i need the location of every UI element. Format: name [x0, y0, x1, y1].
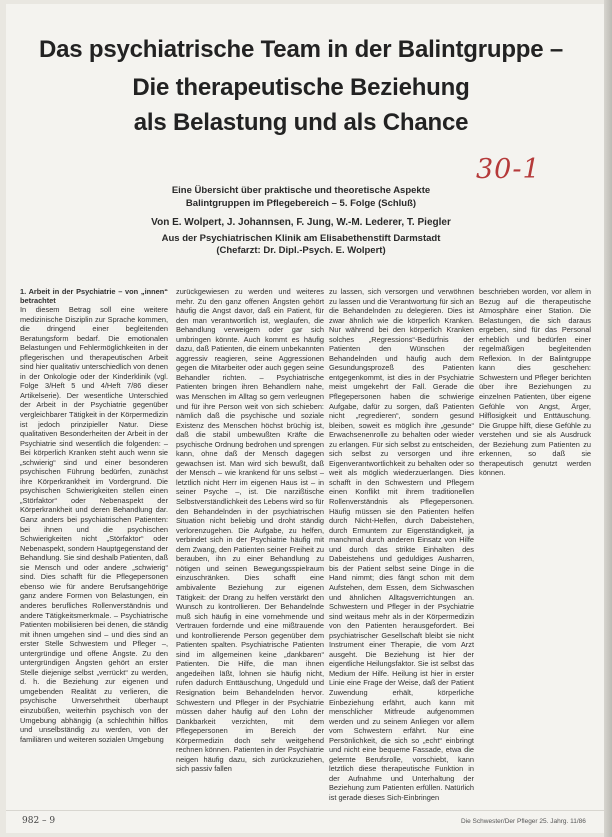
- text-column-4: [479, 287, 591, 807]
- handwritten-note: 30-1: [476, 154, 541, 185]
- affiliation-line-1: Aus der Psychiatrischen Klinik am Elisabethenstift Darmstadt: [161, 233, 441, 244]
- subtitle-line-1: Eine Übersicht über praktische und theoretische Aspekte: [171, 185, 431, 196]
- subtitle-line-2: Balintgruppen im Pflegebereich – 5. Folge (Schluß): [185, 198, 417, 209]
- column-2-body: zurückgewiesen zu werden und weiteres mehr. Zu den ganz offenen Ängsten gehört häufig die Angst davor, daß ein Patient, für den man verantwortlich ist, weglaufen, die Behandlung verweigern oder gar sich umbringen könnte. Auch kommt es häufig dazu, daß Patienten, die einem unbekannten aggressiv reagieren, seine Aggressionen gegen die Mitarbeiter oder auch gegen seine Behandler richten. – Psychiatrische Patienten bringen ihren Behandlern nahe, was Menschen im Alltag so gern verleugnen und für ihre Person weit von sich schieben: nämlich daß die psychische und soziale Existenz des Menschen höchst brüchig ist, daß die stabil umbewußten Kräfte die psychische Ordnung bedrohen und sprengen kann, ohne daß der Mensch dagegen gewachsen ist. Man wird sich bewußt, daß der Mensch – wie krankend für uns selbst – letztlich nicht Herr im eigenen Haus ist – in seiner Psyche –, ist. Die narzißtische Selbstverständlichkeit des Lebens wird so für den Behandelnden in der psychiatrischen Situation nicht beliebig und droht ständig verlorenzugehen. Die Aufgabe, zu helfen, verbindet sich in der Psychiatrie häufig mit dem Zwang, den Patienten seiner Freiheit zu berauben, ihn zu einer Behandlung zu nötigen und seinen Bewegungsspielraum einzuschränken. Dies schafft eine ambivalente Beziehung zur eigenen Tätigkeit: der Drang zu helfen verstärkt den Wunsch zu kontrollieren. Der Behandelnde muß sich häufig in eine vornehmende und Vertrauen fordernde und eine mißtrauende und kontrollierende Person gegenüber dem Patienten spalten. Psychiatrische Patienten sind im allgemeinen keine „dankbaren“ Patienten. Die Hilfe, die man ihnen angedeihen läßt, lohnen sie häufig nicht, rufen dadurch Enttäuschung, Ungeduld und Resignation beim Behandelnden hervor. Schwestern und Pfleger in der Psychiatrie müssen daher häufig auf den Lohn der Dankbarkeit verzichten, mit dem Pflegepersonen im Bereich der Körpermedizin doch sehr weitgehend rechnen können. Patienten in der Psychiatrie neigen häufig dazu, sich zurückzuziehen, sich passiv fallen: [176, 287, 324, 774]
- journal-reference: Die Schwester/Der Pfleger 25. Jahrg. 11/86: [461, 818, 586, 825]
- text-column-1: [20, 287, 168, 807]
- column-1-body: In diesem Betrag soll eine weitere medizinische Disziplin zur Sprache kommen, die dringend einer begleitenden Beratungsform bedarf. Die emotionalen Belastungen und Fehlermöglichkeiten in der pflegerischen und therapeutischen Arbeit sind hier qualitativ unterschiedlich von denen in der Onkologie oder der Kinderklinik (vgl. Folge 3/Heft 5 und 4/Heft 7/86 dieser Artikelserie). Der wesentliche Unterschied der Arbeit in der Psychiatrie gegenüber vergleichbarer Tätigkeit in der Körpermedizin ist jedoch prinzipieller Natur. Diese qualitativen Besonderheiten der Arbeit in der Psychiatrie sind wesentlich die folgenden: – Bei körperlich Kranken steht auch wenn sie „schwierig“ sind und einer besonderen psychischen Führung bedürfen, zunächst ihre Körperkrankheit im Vordergrund. Die psychischen Schwierigkeiten stellen einen „Störfaktor“ oder Nebenaspekt der Körperkrankheit und deren Behandlung dar. Ganz anders bei psychiatrischen Patienten: bei ihnen und die psychischen Schwierigkeiten nicht „Störfaktor“ oder Nebenaspekt, sondern Hauptgegenstand der Behandlung. Sie sind deshalb Patienten, daß sie Mensch und oder andere „schwierig“ sind. Dies schafft für die Pflegepersonen ebenso wie für andere Berufsangehörige ganz andere Formen von Belastungen, ein anderes berufliches Rollenverständnis und andere Tätigkeitsmerkmale. – Psychiatrische Patienten mobilisieren bei denen, die ständig mit ihnen umgehen sind – und dies sind an erster Stelle Schwestern und Pfleger –, untergründige und offene Ängste. Zu den untergründigen Ängsten gehört an erster Stelle diejenige selbst „verrückt“ zu werden, d. h. die Beziehung zur eigenen und umgebenden Realität zu verlieren, die psychische Unversehrtheit überhaupt einzubüßen, weiterhin psychisch von der Umgebung abhängig (a schlechthin hilflos und unselbständig zu werden, von der familiären und weiteren sozialen Umgebung: [20, 305, 168, 744]
- text-column-2: [176, 287, 324, 807]
- journal-page: [6, 4, 604, 833]
- section-heading: 1. Arbeit in der Psychiatrie – von „innen“ betrachtet: [20, 287, 168, 305]
- column-4-body: beschrieben worden, vor allem in Bezug auf die therapeutische Atmosphäre einer Station. Die Belastungen, die sich daraus ergeben, sind für das Personal erheblich und bedürfen einer regelmäßigen begleitenden Reflexion. In der Balintgruppe kann dies geschehen: Schwestern und Pfleger berichten über ihre Beziehungen zu einzelnen Patienten, über eigene Gefühle von Angst, Ärger, Hilflosigkeit und Enttäuschung. Die Gruppe hilft, diese Gefühle zu verstehen und sie als Ausdruck der Beziehung zum Patienten zu erkennen, so daß sie therapeutisch genutzt werden können.: [479, 287, 591, 478]
- affiliation-line-2: (Chefarzt: Dr. Dipl.-Psych. E. Wolpert): [216, 245, 386, 256]
- column-3-body: zu lassen, sich versorgen und verwöhnen zu lassen und die Verantwortung für sich an die Behandelnden zu delegieren. Dies ist zwar ähnlich wie die körperlich Kranken. Nur während bei den körperlich Kranken solches „Regressions“-Bedürfnis der Patienten den Wünschen der Behandelnden und häufig auch dem Gesundungsprozeß des Patienten entgegenkommt, ist dies in der Psychiatrie meist umgekehrt der Fall. Gerade die Pflegepersonen haben die schwierige Aufgabe, dafür zu sorgen, daß Patienten nicht „regredieren“, sondern gesund bleiben, soweit es möglich ihre „gesunde“ Erwachsenenrolle zu behalten oder wieder zu erlangen. Für sich selbst zu entscheiden, sich selbst zu versorgen und ihre Eigenverantwortlichkeit zu behalten oder so weit als möglich wiederzuerlangen. Dies schafft in den Schwestern und Pflegern einen Konflikt mit ihrem traditionellen Rollenverständnis als Pflegepersonen. Häufig müssen sie den Patienten helfen durch Nicht-Helfen, durch Dabeistehen, durch Ermuntern zur Eigenständigkeit, ja manchmal durch anderen Einsatz von Hilfe und durch das strikte Einhalten des Dabeistehens und geduldiges Ausharren, bis der Patient selbst seine Dinge in die Hand nimmt; dies fängt schon mit dem Aufstehen, dem Essen, dem Sichwaschen und ähnlichen Alltagsverrichtungen an. Schwestern und Pfleger in der Psychiatrie sind weitaus mehr als in der Körpermedizin von den Patienten herausgefordert. Bei psychiatrischer Gesellschaft bleibt sie nicht Instrument einer Therapie, die vom Arzt ausgeht. Die Beziehung ist hier der eigentliche Heilungsfaktor. Sie ist selbst das Medium der Hilfe. Heilung ist hier in erster Linie eine Frage der Weise, daß der Patient Zuwendung erhält, körperliche Einbeziehung erfährt, auch kann mit menschlicher Mitfreude aufgenommen werden und zu seinem Anliegen vor allem vom Schwestern erfährt. Nur eine Persönlichkeit, die sich so „echt“ einbringt und nicht eine bequeme Fassade, etwa die gelernte Berufsrolle, vorschiebt, kann letztlich diese therapeutische Funktion in der Aufnahme und Unterhaltung der Beziehung zum Patienten erfüllen. Natürlich ist gerade dieses Sich-Einbringen: [329, 287, 474, 802]
- page-number: 982 – 9: [22, 816, 56, 826]
- page-edge-shadow: [604, 0, 612, 837]
- footer-divider: [6, 810, 604, 811]
- article-title-line-1: Das psychiatrische Team in der Balintgruppe –: [38, 36, 564, 63]
- article-title-line-2: Die therapeutische Beziehung: [132, 74, 470, 101]
- text-column-3: [329, 287, 474, 807]
- authors: Von E. Wolpert, J. Johannsen, F. Jung, W.-M. Lederer, T. Piegler: [151, 217, 451, 228]
- article-title-line-3: als Belastung und als Chance: [133, 109, 469, 136]
